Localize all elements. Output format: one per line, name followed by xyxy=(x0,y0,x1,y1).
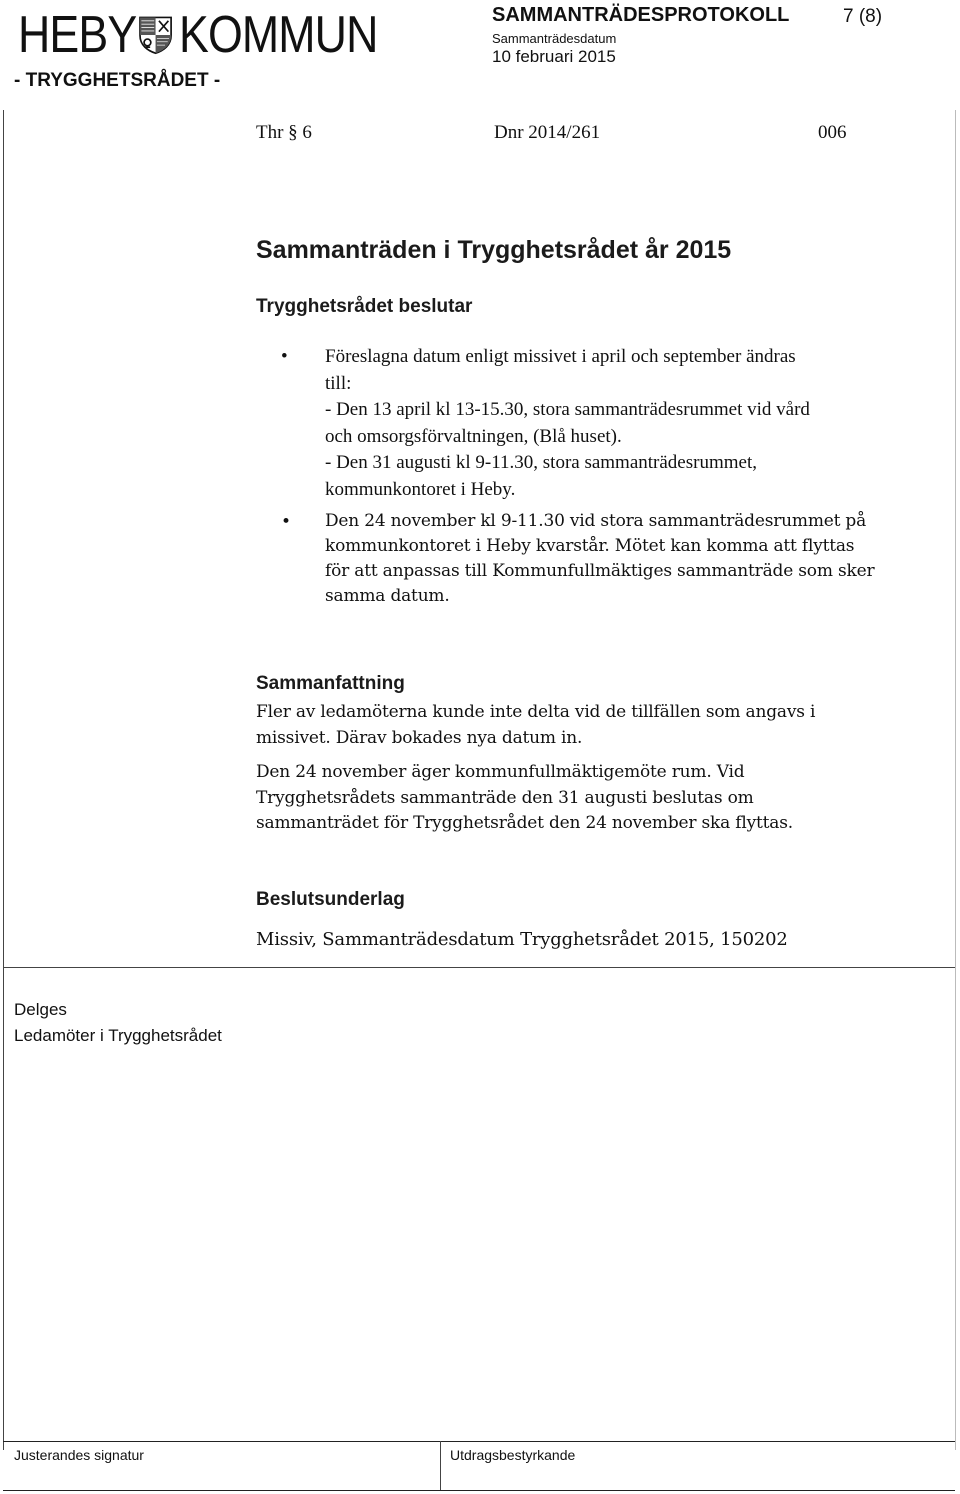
list-item-line: till: xyxy=(325,372,352,394)
list-item-line: kommunkontoret i Heby kvarstår. Mötet kan komma att flyttas xyxy=(325,536,855,556)
archive-code: 006 xyxy=(818,122,847,143)
page-number: 7 (8) xyxy=(843,6,883,27)
right-margin-rule xyxy=(955,110,956,1450)
list-item-line: - Den 31 augusti kl 9-11.30, stora sammanträdesrummet, xyxy=(325,452,757,473)
summary-line: sammanträdet för Trygghetsrådet den 24 november ska flyttas. xyxy=(256,813,793,833)
document-type: SAMMANTRÄDESPROTOKOLL xyxy=(492,4,790,26)
list-item-line: kommunkontoret i Heby. xyxy=(325,478,516,500)
footer-column-divider xyxy=(440,1441,441,1491)
footer-top-rule xyxy=(3,1441,955,1442)
meeting-date-label: Sammanträdesdatum xyxy=(492,31,617,46)
paragraph-reference: Thr § 6 xyxy=(256,122,312,143)
committee-name: - TRYGGHETSRÅDET - xyxy=(14,70,221,91)
bullet-icon: • xyxy=(281,346,288,367)
left-margin-rule xyxy=(3,110,4,1450)
distribution-label: Delges xyxy=(14,1000,67,1019)
list-item-line: och omsorgsförvaltningen, (Blå huset). xyxy=(325,425,622,447)
distribution-divider xyxy=(3,967,955,968)
basis-heading: Beslutsunderlag xyxy=(256,889,405,910)
logo-word-kommun: KOMMUN xyxy=(179,6,378,64)
list-item-line: samma datum. xyxy=(325,586,450,606)
decision-list xyxy=(256,344,916,609)
meeting-date-value: 10 februari 2015 xyxy=(492,47,616,66)
list-item-line: för att anpassas till Kommunfullmäktiges sammanträde som sker xyxy=(325,561,875,581)
summary-line: Trygghetsrådets sammanträde den 31 augusti beslutas om xyxy=(256,787,754,808)
list-item xyxy=(256,344,916,503)
case-number: Dnr 2014/261 xyxy=(494,122,601,143)
summary-heading: Sammanfattning xyxy=(256,673,405,694)
footer-bottom-rule xyxy=(3,1490,955,1491)
coat-of-arms-icon xyxy=(138,6,173,64)
list-item-line: - Den 13 april kl 13-15.30, stora sammanträdesrummet vid vård xyxy=(325,399,810,420)
summary-line: missivet. Därav bokades nya datum in. xyxy=(256,727,583,748)
list-item-line: Föreslagna datum enligt missivet i april och september ändras xyxy=(325,346,796,367)
basis-text: Missiv, Sammanträdesdatum Trygghetsrådet 2015, 150202 xyxy=(256,929,788,950)
certification-field-label: Utdragsbestyrkande xyxy=(450,1447,576,1463)
summary-paragraph xyxy=(256,760,896,837)
summary-paragraph xyxy=(256,700,896,751)
list-item-line: Den 24 november kl 9-11.30 vid stora sammanträdesrummet på xyxy=(325,511,867,531)
summary-line: Den 24 november äger kommunfullmäktigemöte rum. Vid xyxy=(256,762,745,782)
decision-heading: Trygghetsrådet beslutar xyxy=(256,296,473,317)
logo-word-heby: HEBY xyxy=(18,6,137,64)
signature-field-label: Justerandes signatur xyxy=(14,1447,144,1463)
list-item xyxy=(256,509,916,609)
bullet-icon: • xyxy=(281,512,291,532)
municipality-logo xyxy=(18,6,410,64)
page-title: Sammanträden i Trygghetsrådet år 2015 xyxy=(256,236,732,264)
distribution-value: Ledamöter i Trygghetsrådet xyxy=(14,1026,222,1045)
summary-line: Fler av ledamöterna kunde inte delta vid de tillfällen som angavs i xyxy=(256,702,816,722)
